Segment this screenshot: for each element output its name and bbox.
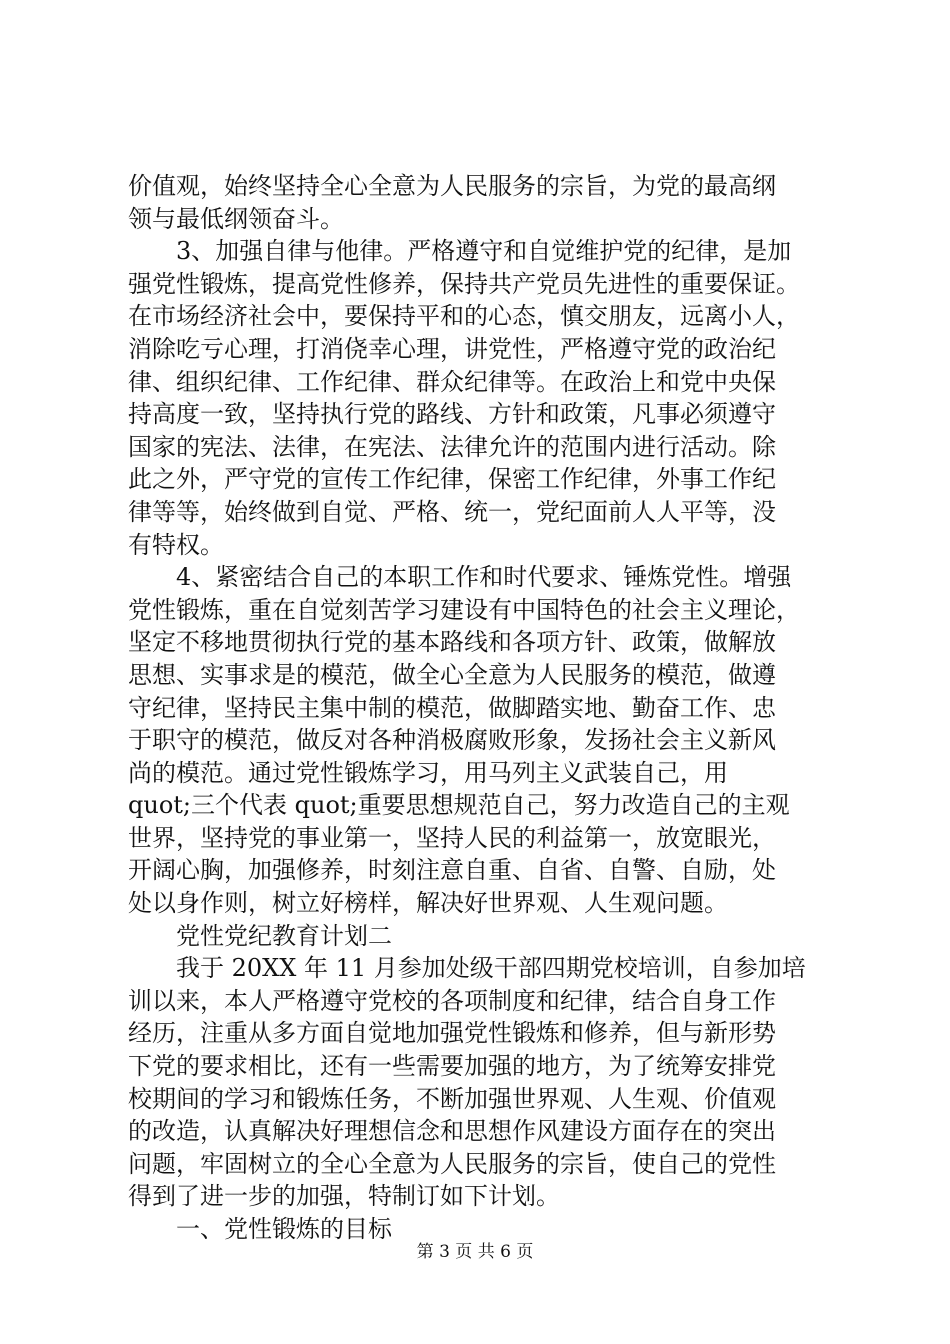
text-line: 持高度一致，坚持执行党的路线、方针和政策，凡事必须遵守 (128, 400, 776, 429)
text-line: 于职守的模范，做反对各种消极腐败形象，发扬社会主义新风 (128, 726, 776, 755)
text-line: 世界，坚持党的事业第一，坚持人民的利益第一，放宽眼光， (128, 823, 776, 852)
text-line: 3、加强自律与他律。严格遵守和自觉维护党的纪律，是加 (176, 237, 792, 266)
text-line: 下党的要求相比，还有一些需要加强的地方，为了统筹安排党 (128, 1052, 776, 1081)
text-line: 消除吃亏心理，打消侥幸心理，讲党性，严格遵守党的政治纪 (128, 334, 776, 363)
text-line: 此之外，严守党的宣传工作纪律，保密工作纪律，外事工作纪 (128, 465, 776, 494)
text-line: 4、紧密结合自己的本职工作和时代要求、锤炼党性。增强 (176, 563, 792, 592)
text-line: 得到了进一步的加强，特制订如下计划。 (128, 1182, 560, 1211)
page-footer (0, 1240, 950, 1264)
text-line: 我于 20XX 年 11 月参加处级干部四期党校培训，自参加培 (176, 954, 806, 983)
text-line: 经历，注重从多方面自觉地加强党性锻炼和修养，但与新形势 (128, 1019, 776, 1048)
text-line: 校期间的学习和锻炼任务，不断加强世界观、人生观、价值观 (128, 1084, 776, 1113)
text-line: 价值观，始终坚持全心全意为人民服务的宗旨，为党的最高纲 (128, 172, 776, 200)
text-line: 有特权。 (128, 530, 224, 559)
text-line: 一、党性锻炼的目标 (176, 1215, 392, 1243)
document-body (128, 170, 856, 1246)
text-line: 训以来，本人严格遵守党校的各项制度和纪律，结合自身工作 (128, 986, 776, 1015)
text-line: 开阔心胸，加强修养，时刻注意自重、自省、自警、自励，处 (128, 856, 776, 885)
text-line: quot;三个代表 quot;重要思想规范自己，努力改造自己的主观 (128, 791, 790, 820)
text-line: 律、组织纪律、工作纪律、群众纪律等。在政治上和党中央保 (128, 367, 776, 396)
text-line: 处以身作则，树立好榜样，解决好世界观、人生观问题。 (128, 889, 728, 918)
page-number-label: 第 3 页 共 6 页 (416, 1242, 534, 1262)
text-line: 问题，牢固树立的全心全意为人民服务的宗旨，使自己的党性 (128, 1149, 776, 1178)
text-line: 强党性锻炼，提高党性修养，保持共产党员先进性的重要保证。 (128, 269, 800, 298)
text-line: 领与最低纲领奋斗。 (128, 204, 344, 233)
text-line: 党性锻炼，重在自觉刻苦学习建设有中国特色的社会主义理论， (128, 595, 800, 624)
text-line: 思想、实事求是的模范，做全心全意为人民服务的模范，做遵 (128, 660, 776, 689)
text-line: 守纪律，坚持民主集中制的模范，做脚踏实地、勤奋工作、忠 (128, 693, 776, 722)
text-line: 尚的模范。通过党性锻炼学习，用马列主义武装自己，用 (128, 758, 728, 787)
text-line: 在市场经济社会中，要保持平和的心态，慎交朋友，远离小人， (128, 302, 800, 331)
text-line: 国家的宪法、法律，在宪法、法律允许的范围内进行活动。除 (128, 432, 776, 461)
text-line: 的改造，认真解决好理想信念和思想作风建设方面存在的突出 (128, 1117, 776, 1146)
text-line: 党性党纪教育计划二 (176, 921, 392, 950)
text-line: 坚定不移地贯彻执行党的基本路线和各项方针、政策，做解放 (128, 628, 776, 657)
text-line: 律等等，始终做到自觉、严格、统一，党纪面前人人平等，没 (128, 497, 776, 526)
